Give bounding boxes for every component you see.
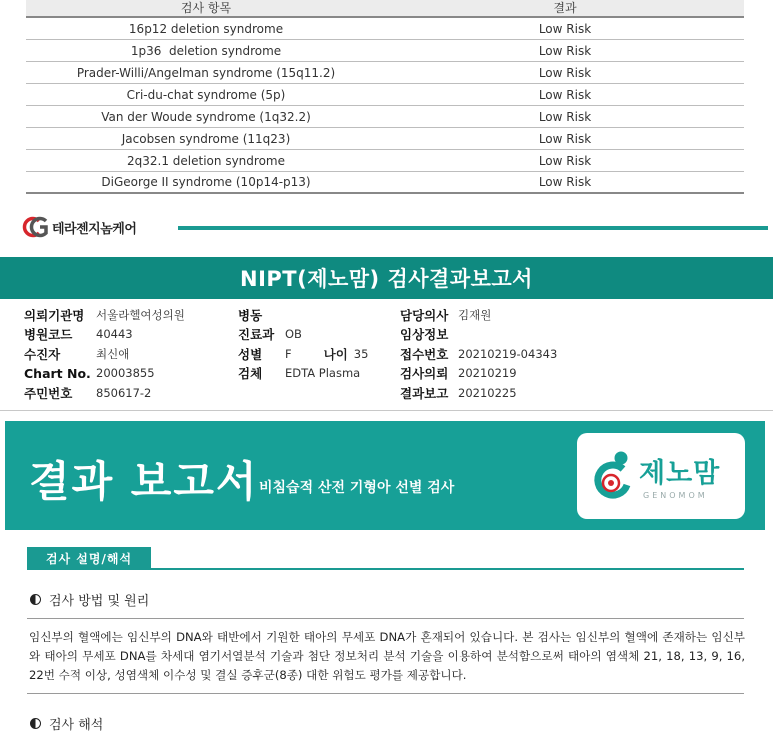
test-item-cell: Van der Woude syndrome (1q32.2) — [101, 109, 311, 124]
table-row — [26, 150, 744, 172]
table-row — [26, 62, 744, 84]
banner-subtitle: 비침습적 산전 기형아 선별 검사 — [259, 480, 455, 496]
result-cell: Low Risk — [538, 43, 592, 58]
info-value: F — [285, 346, 292, 361]
info-label: 검사의뢰 — [400, 366, 449, 382]
interpretation-heading — [30, 714, 103, 733]
test-item-cell: DiGeorge II syndrome (10p14-p13) — [101, 175, 311, 189]
info-value: EDTA Plasma — [285, 366, 361, 381]
banner-title: 결과 보고서 — [29, 457, 259, 506]
info-value: 20210219 — [458, 366, 517, 381]
divider — [27, 618, 744, 619]
test-item-cell: Jacobsen syndrome (11q23) — [121, 131, 291, 146]
info-label: 의뢰기관명 — [24, 307, 85, 323]
info-row — [400, 305, 557, 325]
info-row — [238, 344, 368, 364]
result-table-header — [26, 0, 744, 18]
report-title-band — [0, 257, 773, 299]
test-item-cell: 1p36 deletion syndrome — [130, 43, 282, 58]
info-row — [238, 325, 368, 345]
patient-info-col3 — [400, 305, 557, 403]
info-row — [24, 383, 185, 403]
info-divider — [0, 410, 773, 411]
result-cell: Low Risk — [538, 65, 592, 80]
genomom-emblem-icon — [591, 447, 635, 503]
result-cell: Low Risk — [538, 21, 592, 36]
info-row — [400, 364, 557, 384]
info-label: 담당의사 — [400, 307, 449, 323]
info-row — [238, 305, 368, 325]
table-row — [26, 18, 744, 40]
age-label: 나이 — [323, 346, 348, 362]
test-item-cell: 2q32.1 deletion syndrome — [127, 153, 285, 168]
info-value: 김재원 — [458, 307, 492, 322]
info-value: 20003855 — [96, 366, 155, 381]
divider — [27, 693, 744, 694]
half-circle-icon — [30, 594, 41, 605]
info-row — [400, 383, 557, 403]
info-label: 주민번호 — [24, 385, 73, 401]
table-row — [26, 40, 744, 62]
section-tab: 검사 설명/해석 — [27, 547, 151, 569]
patient-info-col2 — [238, 305, 368, 383]
test-item-cell: 16p12 deletion syndrome — [128, 21, 284, 36]
info-label: 임상정보 — [400, 327, 449, 343]
interpretation-heading-text: 검사 해석 — [49, 718, 104, 733]
result-cell: Low Risk — [538, 109, 592, 124]
info-row — [400, 325, 557, 345]
info-row — [24, 364, 185, 384]
table-row — [26, 128, 744, 150]
info-value: 최신애 — [96, 346, 130, 361]
brand-name-kr: 제노맘 — [639, 458, 721, 489]
info-label: 검체 — [238, 366, 263, 382]
table-row — [26, 172, 744, 194]
info-label: Chart No. — [24, 365, 91, 381]
table-row — [26, 84, 744, 106]
result-cell: Low Risk — [538, 87, 592, 102]
method-description: 임신부의 혈액에는 임신부의 DNA와 태반에서 기원한 태아의 무세포 DNA가 혼재되어 있습니다. 본 검사는 임신부의 혈액에 존재하는 임신부와 태아의 무세포 DNA를 차세대 염기서열분석 기술과 첨단 정보처리 분석 기술을 이용하여 분석함으로써 태아의 염색체 21, 18, 13, 9, 16, 22번 수적 이상, 성염색체 이수성 및 결실 증후군(8종) 대한 위험도 평가를 제공합니다. — [29, 630, 745, 682]
info-value: 20210219-04343 — [458, 346, 558, 361]
company-logo-icon — [20, 216, 50, 238]
info-value: OB — [285, 327, 302, 342]
info-label: 결과보고 — [400, 385, 449, 401]
company-logo — [20, 216, 136, 238]
info-label: 진료과 — [238, 327, 275, 343]
result-cell: Low Risk — [538, 131, 592, 146]
info-value: 40443 — [96, 327, 133, 342]
info-label: 접수번호 — [400, 346, 449, 362]
report-banner — [5, 421, 765, 530]
header-divider — [178, 226, 768, 230]
info-value: 850617-2 — [96, 385, 152, 400]
info-value: 20210225 — [458, 385, 517, 400]
section-underline — [27, 568, 744, 570]
patient-info-col1 — [24, 305, 185, 403]
info-row — [24, 325, 185, 345]
info-label: 성별 — [238, 346, 263, 362]
method-heading-text: 검사 방법 및 원리 — [49, 594, 150, 609]
info-label: 병원코드 — [24, 327, 73, 343]
test-item-cell: Cri-du-chat syndrome (5p) — [126, 87, 286, 102]
test-item-cell: Prader-Willi/Angelman syndrome (15q11.2) — [76, 65, 336, 80]
info-label: 수진자 — [24, 346, 61, 362]
info-label: 병동 — [238, 307, 263, 323]
result-cell: Low Risk — [538, 175, 592, 189]
method-heading — [30, 590, 149, 609]
report-title: NIPT(제노맘) 검사결과보고서 — [240, 267, 533, 291]
brand-name-en: GENOMOM — [643, 491, 708, 500]
info-row — [24, 305, 185, 325]
result-cell: Low Risk — [538, 153, 592, 168]
info-row — [400, 344, 557, 364]
table-row — [26, 106, 744, 128]
age-value: 35 — [353, 346, 369, 361]
half-circle-icon — [30, 718, 41, 729]
header-result: 결과 — [553, 1, 577, 15]
result-table — [26, 0, 744, 194]
info-row — [238, 364, 368, 384]
info-value: 서울라헬여성의원 — [96, 307, 185, 322]
info-row — [24, 344, 185, 364]
company-name: 테라젠지놈케어 — [52, 221, 137, 237]
brand-logo-box — [577, 433, 745, 519]
header-test-item: 검사 항목 — [180, 1, 232, 15]
